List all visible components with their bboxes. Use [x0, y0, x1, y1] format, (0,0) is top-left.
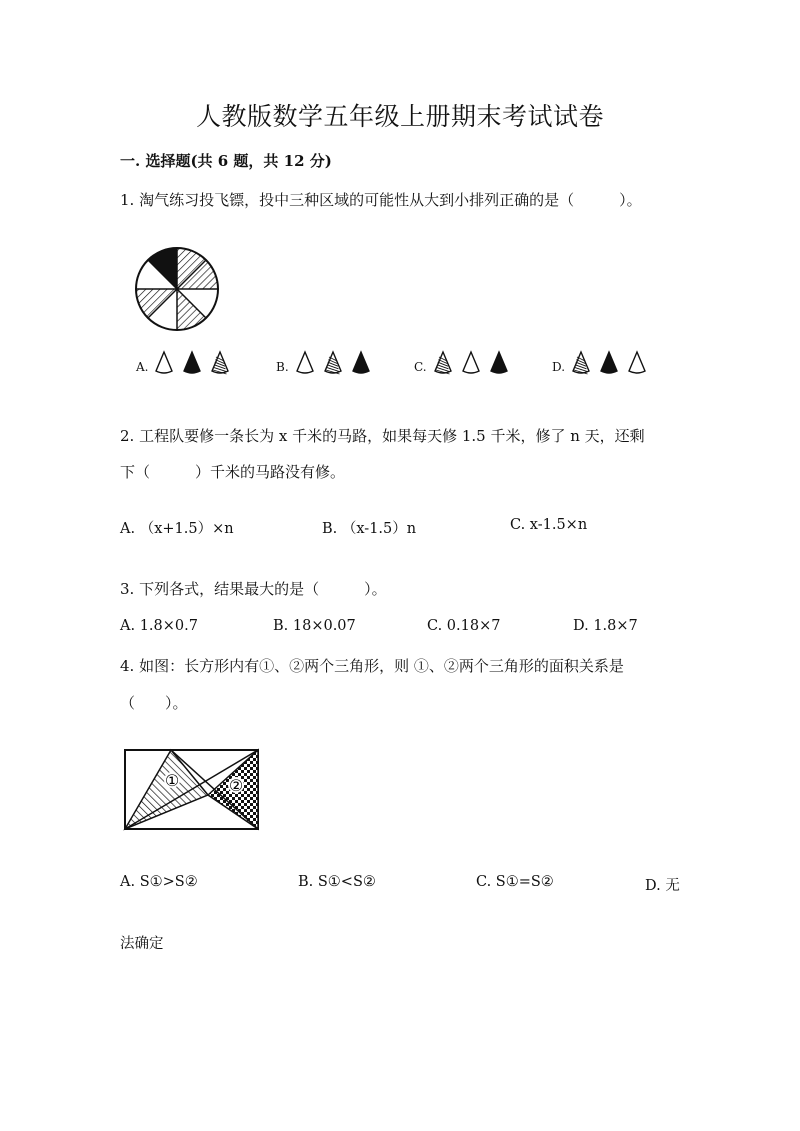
striped-cone-icon: [571, 350, 591, 374]
question-1-option-label: A.: [136, 360, 149, 374]
striped-cone-icon: [323, 350, 343, 374]
black-cone-icon: [599, 350, 619, 374]
question-4-option-b: B. S①<S②: [298, 874, 376, 890]
question-3-text: 3. 下列各式，结果最大的是（ ）。: [120, 580, 387, 598]
dartboard-figure: [133, 245, 223, 335]
question-4-option-d: D. 无: [645, 878, 680, 894]
white-cone-icon: [461, 350, 481, 374]
question-4-option-d-wrap: 法确定: [120, 936, 164, 952]
question-2-option-a: A. （x+1.5）×n: [120, 521, 234, 537]
triangle-1-label: ①: [164, 771, 180, 790]
question-3-option-d: D. 1.8×7: [573, 618, 638, 634]
question-4-line1: 4. 如图：长方形内有①、②两个三角形，则 ①、②两个三角形的面积关系是: [120, 657, 624, 675]
triangle-2-label: ②: [228, 776, 244, 795]
question-2-line1: 2. 工程队要修一条长为 x 千米的马路，如果每天修 1.5 千米，修了 n 天，还剩: [120, 427, 645, 445]
question-4-option-c: C. S①=S②: [476, 874, 554, 890]
black-cone-icon: [489, 350, 509, 374]
question-1-option-b: [276, 350, 379, 374]
white-cone-icon: [154, 350, 174, 374]
rectangle-triangles-figure: [124, 749, 260, 831]
white-cone-icon: [295, 350, 315, 374]
question-1-option-c: [414, 350, 517, 374]
question-2-line2: 下（ ）千米的马路没有修。: [120, 463, 346, 481]
question-2-option-b: B. （x-1.5）n: [322, 521, 417, 537]
white-cone-icon: [627, 350, 647, 374]
question-4-option-a: A. S①>S②: [120, 874, 198, 890]
question-1-option-label: B.: [276, 360, 289, 374]
black-cone-icon: [351, 350, 371, 374]
question-1-option-a: [136, 350, 238, 374]
question-4-line2: （ ）。: [120, 694, 188, 712]
striped-cone-icon: [210, 350, 230, 374]
question-1-option-d: [552, 350, 655, 374]
black-cone-icon: [182, 350, 202, 374]
question-1-text: 1. 淘气练习投飞镖，投中三种区域的可能性从大到小排列正确的是（ ）。: [120, 191, 642, 209]
question-3-option-a: A. 1.8×0.7: [120, 618, 198, 634]
question-1-option-label: C.: [414, 360, 427, 374]
striped-cone-icon: [433, 350, 453, 374]
question-1-option-label: D.: [552, 360, 566, 374]
question-3-option-c: C. 0.18×7: [427, 618, 501, 634]
page-title: 人教版数学五年级上册期末考试试卷: [195, 102, 604, 131]
question-2-option-c: C. x-1.5×n: [510, 517, 588, 533]
question-3-option-b: B. 18×0.07: [273, 618, 356, 634]
section-heading: 一. 选择题(共 6 题，共 12 分): [120, 152, 332, 170]
